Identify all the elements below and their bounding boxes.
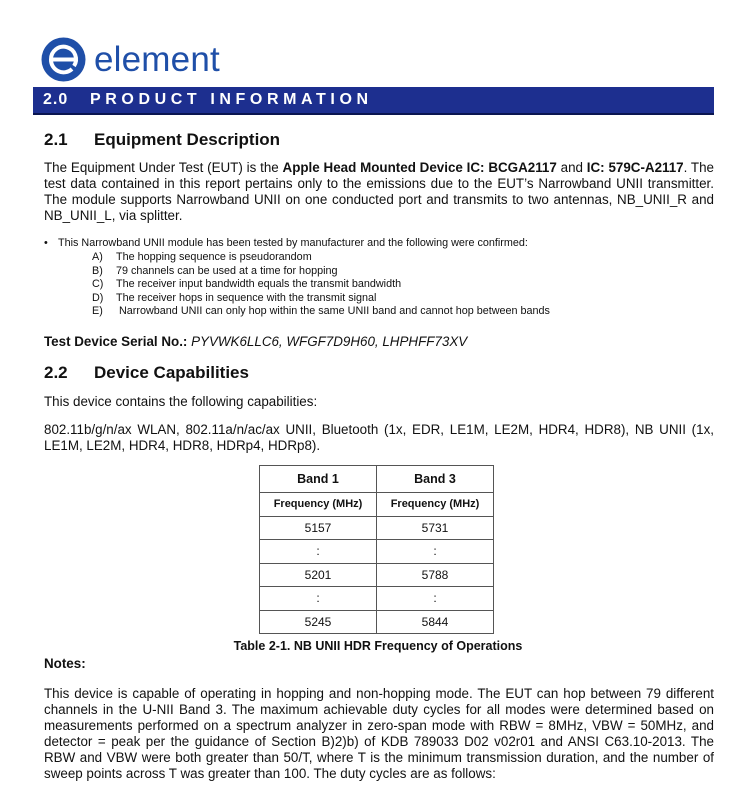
serial-number-line [44, 334, 714, 350]
list-letter: E) [92, 305, 103, 317]
table-cell: : [260, 587, 377, 611]
heading-device-capabilities [44, 363, 249, 383]
list-text: The receiver hops in sequence with the transmit signal [116, 291, 377, 304]
notes-label: Notes: [44, 656, 86, 671]
paragraph-text: . The test data contained in this report pertains only to the emissions due to the EUT’s Narrowband UNII transmitter. The module supports Narrowband UNII on one conducted port and transmits to two antennas, NB_UNII_R and NB_UNII_L, via splitter. [44, 160, 715, 223]
section-number: 2.0 [43, 91, 69, 108]
list-text: The receiver input bandwidth equals the transmit bandwidth [116, 278, 402, 290]
capabilities-list: 802.11b/g/n/ax WLAN, 802.11a/n/ac/ax UNII, Bluetooth (1x, EDR, LE1M, LE2M, HDR4, HDR8), NB UNII (1x, LE1M, LE2M, HDR4, HDR8, HDRp4, HDRp8). [44, 422, 714, 453]
list-item [92, 278, 401, 291]
table-cell: : [377, 540, 494, 564]
table-cell: : [377, 587, 494, 611]
list-text: Narrowband UNII can only hop within the same UNII band and cannot hop between bands [116, 305, 550, 317]
heading-title: Equipment Description [94, 130, 281, 149]
table-row [260, 610, 494, 634]
list-item [92, 251, 312, 264]
column-subheader: Frequency (MHz) [260, 493, 377, 517]
table-subheader-row [260, 493, 494, 517]
serial-label: Test Device Serial No.: [44, 334, 188, 349]
table-cell: 5201 [260, 563, 377, 587]
column-header: Band 1 [260, 466, 377, 493]
paragraph-text: The Equipment Under Test (EUT) is the [44, 160, 283, 175]
element-logo [41, 35, 220, 83]
element-logo-icon [41, 37, 86, 82]
list-letter: A) [92, 251, 103, 263]
table-cell: : [260, 540, 377, 564]
table-cell: 5157 [260, 516, 377, 540]
heading-number: 2.1 [44, 130, 68, 149]
bullet-lead: This Narrowband UNII module has been tested by manufacturer and the following were confirmed: [58, 237, 528, 249]
heading-title: Device Capabilities [94, 363, 249, 382]
serial-value: PYVWK6LLC6, WFGF7D9H60, LHPHFF73XV [187, 334, 468, 349]
column-header: Band 3 [377, 466, 494, 493]
column-subheader: Frequency (MHz) [377, 493, 494, 517]
list-letter: B) [92, 264, 103, 277]
table-row [260, 587, 494, 611]
heading-equipment-description [44, 130, 280, 150]
table-row [260, 563, 494, 587]
paragraph-text: and [556, 160, 587, 175]
heading-number: 2.2 [44, 363, 68, 382]
list-item [92, 292, 376, 305]
section-header-bar [33, 87, 714, 115]
ic-number-bold: IC: 579C-A2117 [586, 160, 684, 175]
table-caption: Table 2-1. NB UNII HDR Frequency of Operations [233, 639, 523, 653]
frequency-table [259, 465, 494, 634]
table-row [260, 516, 494, 540]
list-text: The hopping sequence is pseudorandom [116, 251, 312, 263]
list-item [92, 305, 550, 318]
table-cell: 5245 [260, 610, 377, 634]
table-row [260, 540, 494, 564]
table-cell: 5731 [377, 516, 494, 540]
bullet-dot: • [44, 237, 48, 249]
list-letter: D) [92, 291, 104, 304]
notes-paragraph: This device is capable of operating in hopping and non-hopping mode. The EUT can hop between 79 different channels in the U-NII Band 3. The maximum achievable duty cycles for all modes were determined based on measurements performed on a spectrum analyzer in zero-span mode with RBW = 8MHz, VBW = 50MHz, and detector = peak per the guidance of Section B)2)b) of KDB 789033 D02 v02r01 and ANSI C63.10-2013. The RBW and VBW were both greater than 50/T, where T is the minimum transmission duration, and the number of sweep points across T was greater than 100. The duty cycles are as follows: [44, 686, 714, 781]
section-title: PRODUCT INFORMATION [90, 91, 373, 108]
equipment-description-paragraph [44, 160, 714, 224]
list-letter: C) [92, 278, 104, 290]
list-text: 79 channels can be used at a time for hopping [116, 264, 338, 277]
table-header-row [260, 466, 494, 493]
table-cell: 5788 [377, 563, 494, 587]
table-cell: 5844 [377, 610, 494, 634]
list-item [92, 265, 338, 278]
capabilities-intro: This device contains the following capabilities: [44, 394, 318, 409]
device-ic-bold: Apple Head Mounted Device IC: BCGA2117 [282, 160, 557, 175]
logo-wordmark: element [94, 39, 220, 79]
